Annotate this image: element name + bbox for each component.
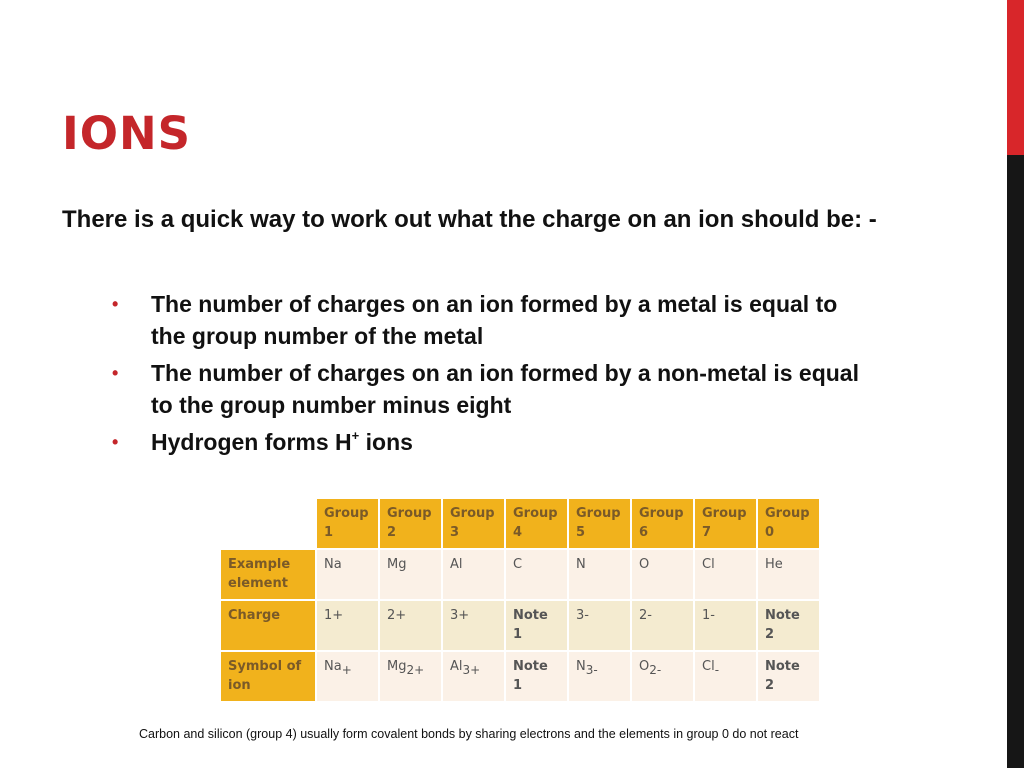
table-cell: 3- xyxy=(568,600,631,651)
table-cell xyxy=(568,651,631,702)
bullet-list xyxy=(110,288,870,463)
table-header: Group 0 xyxy=(757,498,820,549)
accent-bar-red xyxy=(1007,0,1024,155)
bullet-item xyxy=(110,426,870,458)
ion-charge: 2+ xyxy=(406,663,425,677)
table-header: Group 3 xyxy=(442,498,505,549)
table-cell xyxy=(694,651,757,702)
accent-bar-dark xyxy=(1007,155,1024,768)
table-cell-note: Note 2 xyxy=(757,651,820,702)
table-row xyxy=(220,651,820,702)
ion-symbol: Mg xyxy=(387,659,407,674)
ion-symbol: Cl xyxy=(702,659,715,674)
ion-charge: - xyxy=(714,663,720,677)
bullet-icon: • xyxy=(112,294,119,314)
table-cell: Cl xyxy=(694,549,757,600)
table-header-row xyxy=(220,498,820,549)
table-cell: 2+ xyxy=(379,600,442,651)
table-row xyxy=(220,600,820,651)
table-cell: 1- xyxy=(694,600,757,651)
table-cell: O xyxy=(631,549,694,600)
table-row xyxy=(220,549,820,600)
table-cell-note: Note 1 xyxy=(505,651,568,702)
bullet-text-after: ions xyxy=(359,429,413,455)
table-header: Group 7 xyxy=(694,498,757,549)
table-cell: Al xyxy=(442,549,505,600)
ion-charge: 3+ xyxy=(462,663,481,677)
bullet-item xyxy=(110,357,870,421)
intro-text: There is a quick way to work out what the charge on an ion should be: - xyxy=(62,206,877,233)
table-cell: He xyxy=(757,549,820,600)
ion-symbol: Al xyxy=(450,659,463,674)
bullet-text: The number of charges on an ion formed by a metal is equal to the group number of the metal xyxy=(151,291,838,349)
table-cell xyxy=(379,651,442,702)
ion-symbol: Na xyxy=(324,659,342,674)
table-cell xyxy=(442,651,505,702)
table-corner xyxy=(220,498,316,549)
table-header: Group 5 xyxy=(568,498,631,549)
bullet-icon: • xyxy=(112,363,119,383)
ion-symbol: N xyxy=(576,659,586,674)
table-header: Group 4 xyxy=(505,498,568,549)
ion-symbol: O xyxy=(639,659,650,674)
ion-charge-table xyxy=(219,497,821,703)
table-cell-note: Note 2 xyxy=(757,600,820,651)
table-cell: 3+ xyxy=(442,600,505,651)
bullet-icon: • xyxy=(112,432,119,452)
table-cell: 1+ xyxy=(316,600,379,651)
table-cell: 2- xyxy=(631,600,694,651)
table-cell-note: Note 1 xyxy=(505,600,568,651)
ion-charge: + xyxy=(341,663,352,677)
row-label: Symbol of ion xyxy=(220,651,316,702)
table-cell: N xyxy=(568,549,631,600)
footnote-caption: Carbon and silicon (group 4) usually form covalent bonds by sharing electrons and the elements in group 0 do not react xyxy=(139,727,799,741)
ion-charge: 3- xyxy=(585,663,598,677)
slide-title: IONS xyxy=(62,107,192,160)
bullet-text: The number of charges on an ion formed by a non-metal is equal to the group number minus eight xyxy=(151,360,859,418)
bullet-item xyxy=(110,288,870,352)
row-label: Example element xyxy=(220,549,316,600)
table-header: Group 2 xyxy=(379,498,442,549)
table-cell xyxy=(316,651,379,702)
table-header: Group 6 xyxy=(631,498,694,549)
bullet-superscript: + xyxy=(351,428,360,443)
table-header: Group 1 xyxy=(316,498,379,549)
bullet-text: Hydrogen forms H xyxy=(151,429,352,455)
ion-charge: 2- xyxy=(649,663,662,677)
table-cell: Na xyxy=(316,549,379,600)
table-cell: Mg xyxy=(379,549,442,600)
table-cell: C xyxy=(505,549,568,600)
row-label: Charge xyxy=(220,600,316,651)
table-cell xyxy=(631,651,694,702)
